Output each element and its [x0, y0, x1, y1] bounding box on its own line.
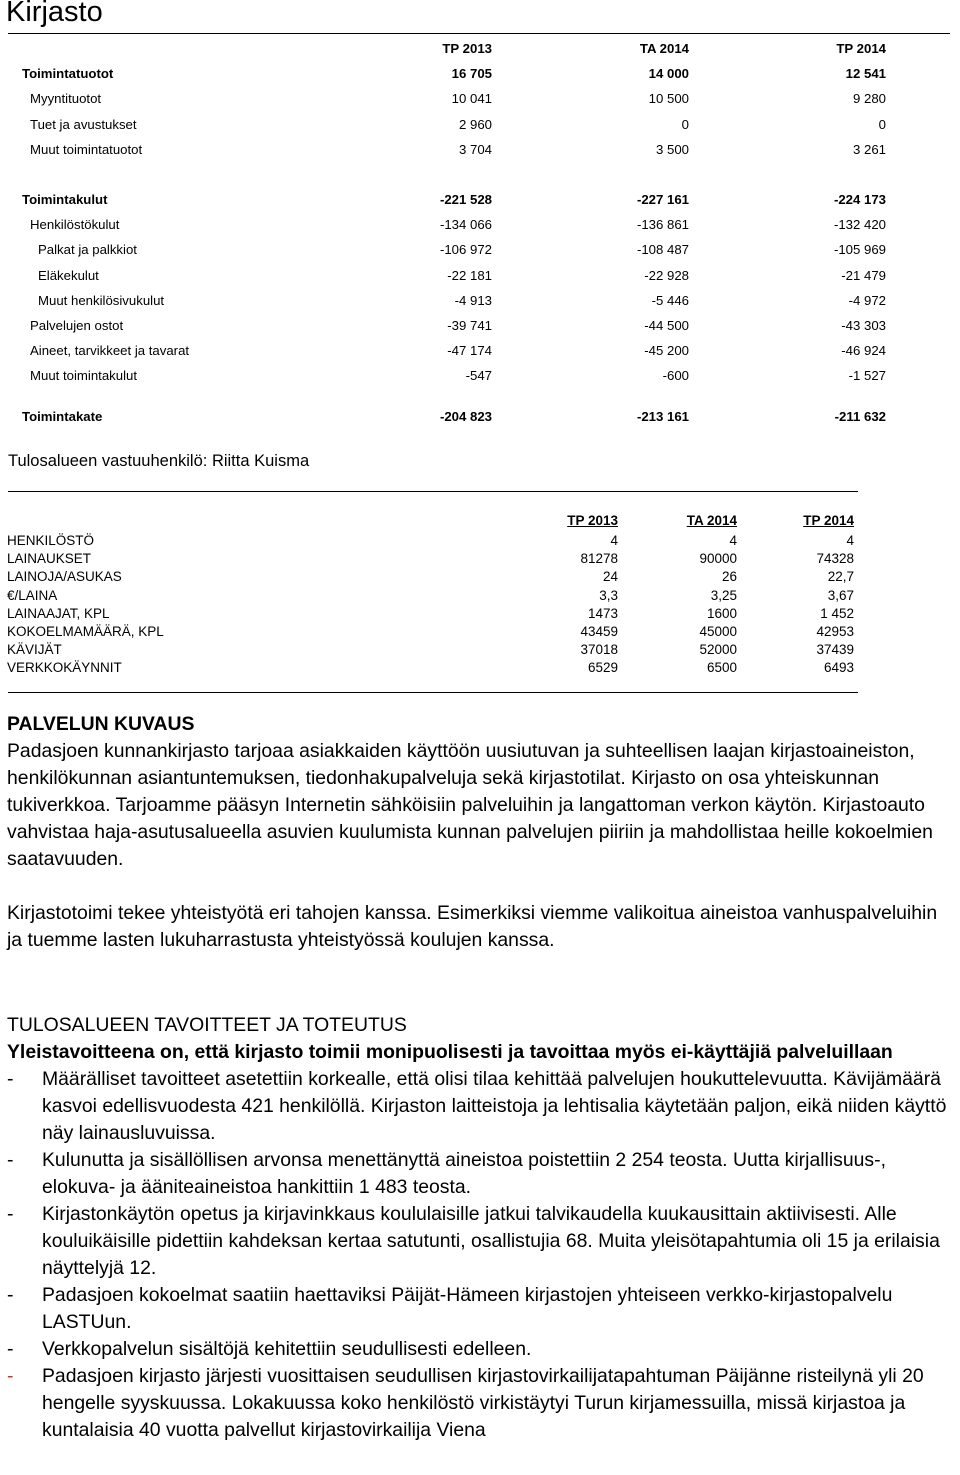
kf-cell: 43459	[580, 623, 618, 639]
dash-bullet: -	[7, 1338, 14, 1360]
finance-cell: 0	[878, 116, 886, 132]
goals-list-item	[7, 1066, 957, 1147]
key-figures-table	[0, 512, 960, 678]
finance-cell: -547	[465, 368, 492, 384]
finance-cell: -39 741	[447, 317, 492, 333]
finance-cell: -21 479	[841, 267, 886, 283]
finance-row	[0, 338, 960, 363]
key-figures-row	[0, 568, 960, 586]
description-heading: PALVELUN KUVAUS	[7, 713, 195, 735]
kf-cell: 3,3	[599, 587, 618, 603]
finance-cell: 0	[681, 116, 689, 132]
kf-row-label: LAINOJA/ASUKAS	[7, 569, 122, 585]
kf-row-label: HENKILÖSTÖ	[7, 533, 95, 548]
finance-row-label: Toimintatuotot	[22, 66, 114, 82]
finance-cell: -211 632	[834, 409, 886, 425]
kf-cell: 6493	[823, 660, 854, 676]
finance-spacer	[0, 388, 960, 404]
goals-item-text: Padasjoen kokoelmat saatiin haettaviksi Päijät-Hämeen kirjastojen yhteiseen verkko-kirjastopalvelu LASTUun.	[42, 1284, 893, 1333]
finance-row	[0, 187, 960, 212]
finance-cell: -221 528	[439, 191, 492, 207]
kf-row-label: LAINAUKSET	[7, 551, 92, 567]
finance-header-row	[0, 36, 960, 61]
service-description	[7, 711, 957, 954]
goals-item-text: Kulunutta ja sisällöllisen arvonsa menettänyttä aineistoa poistettiin 2 254 teosta. Uutta kirjallisuus-, elokuva- ja ääniteaineistoa hankittiin 1 483 teosta.	[42, 1149, 886, 1198]
goals-list-item	[7, 1282, 957, 1336]
finance-row	[0, 237, 960, 262]
finance-row-label: Toimintakulut	[22, 191, 108, 207]
key-figures-row	[0, 659, 960, 677]
finance-cell: -227 161	[636, 191, 689, 207]
dash-bullet: -	[7, 1068, 14, 1090]
finance-cell: -47 174	[447, 343, 492, 359]
kf-row-label: LAINAAJAT, KPL	[7, 605, 110, 621]
dash-bullet: -	[7, 1149, 14, 1171]
finance-row	[0, 263, 960, 288]
kf-cell: 3,25	[710, 587, 737, 603]
goals-heading: TULOSALUEEN TAVOITTEET JA TOTEUTUS	[7, 1014, 407, 1036]
finance-cell: -134 066	[439, 217, 492, 233]
finance-cell: -106 972	[439, 242, 492, 258]
kf-cell: 1600	[706, 605, 737, 621]
finance-cell: 12 541	[845, 66, 886, 82]
finance-cell: -213 161	[636, 409, 689, 425]
finance-row	[0, 212, 960, 237]
finance-cell: -43 303	[841, 317, 886, 333]
finance-cell: 2 960	[458, 116, 492, 132]
finance-row-label: Eläkekulut	[38, 267, 99, 283]
description-paragraph: Kirjastotoimi tekee yhteistyötä eri tahojen kanssa. Esimerkiksi viemme valikoitua aineistoa vanhuspalveluihin ja tuemme lasten lukuharrastusta yhteistyössä koulujen kanssa.	[7, 902, 938, 951]
finance-cell: -4 972	[848, 292, 886, 308]
finance-cell: 9 280	[852, 91, 886, 107]
finance-cell: -108 487	[636, 242, 689, 258]
key-figures-row	[0, 623, 960, 641]
finance-row	[0, 137, 960, 162]
finance-cell: -204 823	[439, 409, 492, 425]
finance-cell: -136 861	[636, 217, 689, 233]
finance-row	[0, 363, 960, 388]
finance-header-tp2014: TP 2014	[836, 41, 886, 56]
key-figures-header-row	[0, 512, 960, 532]
key-figures-row	[0, 605, 960, 623]
page-title: Kirjasto	[6, 0, 103, 28]
finance-cell: -1 527	[848, 368, 886, 384]
finance-row-label: Toimintakate	[22, 409, 103, 425]
finance-cell: 3 704	[458, 141, 492, 157]
kf-cell: 37439	[816, 642, 854, 658]
goals-item-text: Padasjoen kirjasto järjesti vuosittaisen seudullisen kirjastovirkailijatapahtuman Päijänne risteilynä yli 20 hengelle syyskuussa. Lokakuussa koko henkilöstö virkistäytyi Turun kirjamessuilla, missä kirjastoa ja kuntalaisia 40 vuotta palvellut kirjastovirkailija Viena	[42, 1365, 924, 1441]
finance-row-label: Henkilöstökulut	[30, 217, 120, 233]
kf-header-tp2014: TP 2014	[803, 513, 854, 528]
kf-cell: 26	[721, 569, 737, 585]
goals-list-item	[7, 1147, 957, 1201]
finance-cell: -105 969	[833, 242, 886, 258]
finance-cell: -224 173	[833, 191, 886, 207]
finance-cell: -132 420	[833, 217, 886, 233]
finance-row-label: Palkat ja palkkiot	[38, 242, 137, 258]
finance-cell: 16 705	[451, 66, 492, 82]
key-figures-top-rule	[8, 491, 858, 492]
finance-cell: 3 261	[852, 141, 886, 157]
finance-row	[0, 61, 960, 86]
kf-cell: 22,7	[827, 569, 854, 585]
finance-row-label: Tuet ja avustukset	[30, 116, 137, 132]
goals-subheading: Yleistavoitteena on, että kirjasto toimii monipuolisesti ja tavoittaa myös ei-käyttäjiä palveluillaan	[7, 1041, 893, 1063]
kf-cell: 45000	[699, 623, 737, 639]
kf-cell: 90000	[699, 551, 737, 567]
title-divider	[8, 33, 950, 34]
finance-row-label: Muut toimintakulut	[30, 368, 138, 384]
goals-item-text: Kirjastonkäytön opetus ja kirjavinkkaus koululaisille jatkui talvikaudella kuukausittain aktiivisesti. Alle kouluikäisille pidettiin kahdeksan kertaa satutunti, osallistujia 68. Muita yleisötapahtumia oli 15 ja erilaisia näyttelyjä 12.	[42, 1203, 940, 1279]
kf-header-tp2013: TP 2013	[567, 513, 618, 528]
key-figures-row	[0, 532, 960, 550]
goals-list	[7, 1066, 957, 1444]
dash-bullet: -	[7, 1203, 14, 1225]
kf-cell: 4	[846, 533, 854, 548]
goals-list-item	[7, 1201, 957, 1282]
kf-cell: 4	[729, 533, 737, 548]
finance-cell: 14 000	[648, 66, 689, 82]
kf-cell: 74328	[816, 551, 854, 567]
kf-cell: 6500	[706, 660, 737, 676]
finance-spacer	[0, 162, 960, 187]
goals-list-item	[7, 1363, 957, 1444]
kf-cell: 37018	[580, 642, 618, 658]
finance-row-label: Aineet, tarvikkeet ja tavarat	[30, 343, 190, 359]
kf-cell: 1 452	[820, 605, 854, 621]
dash-bullet: -	[7, 1365, 14, 1387]
finance-cell: 3 500	[655, 141, 689, 157]
finance-row	[0, 288, 960, 313]
finance-header-ta2014: TA 2014	[639, 41, 689, 56]
goals-section	[7, 1012, 957, 1444]
kf-row-label: VERKKOKÄYNNIT	[7, 660, 122, 676]
finance-row	[0, 313, 960, 338]
finance-row-label: Palvelujen ostot	[30, 317, 124, 333]
finance-cell: -45 200	[644, 343, 689, 359]
responsible-person: Tulosalueen vastuuhenkilö: Riitta Kuisma	[8, 452, 310, 470]
goals-list-item	[7, 1336, 957, 1363]
finance-row-label: Muut henkilösivukulut	[38, 292, 165, 308]
key-figures-row	[0, 550, 960, 568]
key-figures-row	[0, 641, 960, 659]
goals-item-text: Verkkopalvelun sisältöjä kehitettiin seudullisesti edelleen.	[42, 1338, 532, 1360]
finance-row	[0, 404, 960, 429]
finance-row	[0, 112, 960, 137]
kf-cell: 3,67	[827, 587, 854, 603]
finance-cell: -600	[662, 368, 689, 384]
kf-cell: 24	[602, 569, 618, 585]
kf-row-label: €/LAINA	[7, 587, 58, 603]
kf-cell: 42953	[816, 623, 854, 639]
finance-cell: -22 181	[447, 267, 492, 283]
finance-cell: -5 446	[651, 292, 689, 308]
goals-item-text: Määrälliset tavoitteet asetettiin korkealle, että olisi tilaa kehittää palvelujen houkuttelevuutta. Kävijämäärä kasvoi edellisvuodesta 421 henkilöllä. Kirjaston laitteistoja ja lehtisalia käytetään paljon, eikä niiden käyttö näy lainausluvuissa.	[42, 1068, 947, 1144]
finance-table	[0, 36, 960, 430]
finance-row	[0, 86, 960, 111]
kf-header-ta2014: TA 2014	[686, 513, 737, 528]
dash-bullet: -	[7, 1284, 14, 1306]
finance-row-label: Myyntituotot	[30, 91, 102, 107]
kf-cell: 52000	[699, 642, 737, 658]
finance-cell: -22 928	[644, 267, 689, 283]
kf-cell: 1473	[587, 605, 618, 621]
kf-cell: 81278	[580, 551, 618, 567]
finance-cell: -4 913	[454, 292, 492, 308]
kf-cell: 6529	[587, 660, 618, 676]
finance-row-label: Muut toimintatuotot	[30, 141, 143, 157]
kf-row-label: KOKOELMAMÄÄRÄ, KPL	[7, 623, 164, 639]
finance-cell: 10 500	[648, 91, 689, 107]
key-figures-row	[0, 587, 960, 605]
finance-cell: -46 924	[841, 343, 886, 359]
description-paragraph: Padasjoen kunnankirjasto tarjoaa asiakkaiden käyttöön uusiutuvan ja suhteellisen laajan kirjastoaineiston, henkilökunnan asiantuntemuksen, tiedonhakupalveluja sekä kirjastotilat. Kirjasto on osa yhteiskunnan tukiverkkoa. Tarjoamme pääsyn Internetin sähköisiin palveluihin ja langattoman verkon käytön. Kirjastoauto vahvistaa haja-asutusalueella asuvien kuulumista kunnan palvelujen piiriin ja mahdollistaa heille kokoelmien saatavuuden.	[7, 740, 933, 870]
finance-cell: 10 041	[451, 91, 492, 107]
finance-header-tp2013: TP 2013	[442, 41, 492, 56]
key-figures-bottom-rule	[8, 692, 858, 693]
finance-cell: -44 500	[644, 317, 689, 333]
kf-row-label: KÄVIJÄT	[7, 642, 62, 658]
kf-cell: 4	[610, 533, 618, 548]
